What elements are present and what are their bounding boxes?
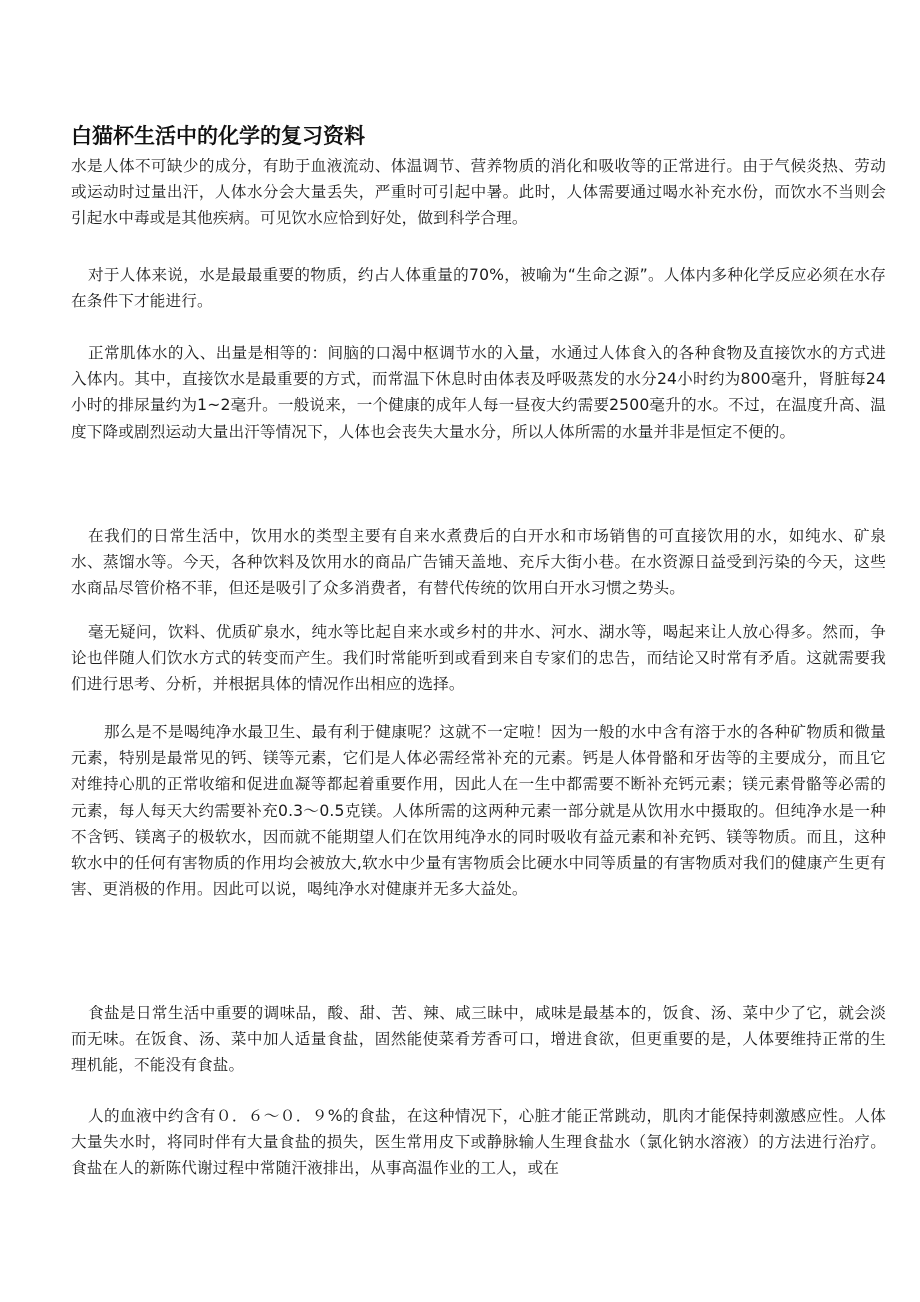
paragraph-salt-in-blood: 人的血液中约含有０．６～０．９%的食盐，在这种情况下，心脏才能正常跳动，肌肉才能保持刺激感应性。人体大量失水时，将同时伴有大量食盐的损失，医生常用皮下或静脉输人生理食盐水（氯化钠水溶液）的方法进行治疗。食盐在人的新陈代谢过程中常随汗液排出，从事高温作业的工人，或在: [71, 1107, 886, 1178]
paragraph-water-balance: 正常肌体水的入、出量是相等的：间脑的口渴中枢调节水的入量，水通过人体食入的各种食物及直接饮水的方式进入体内。其中，直接饮水是最重要的方式，而常温下休息时由体表及呼吸蒸发的水分24小时约为800毫升，肾脏每24小时的排尿量约为1~2毫升。一般说来，一个健康的成年人每一昼夜大约需要2500毫升的水。不过，在温度升高、温度下降或剧烈运动大量出汗等情况下，人体也会丧失大量水分，所以人体所需的水量并非是恒定不便的。: [71, 344, 886, 441]
paragraph-drinking-water-types: 在我们的日常生活中，饮用水的类型主要有自来水煮费后的白开水和市场销售的可直接饮用的水，如纯水、矿泉水、蒸馏水等。今天，各种饮料及饮用水的商品广告铺天盖地、充斥大街小巷。在水资源日益受到污染的今天，这些水商品尽管价格不菲，但还是吸引了众多消费者，有替代传统的饮用白开水习惯之势头。: [71, 527, 886, 598]
paragraph-pure-water: 那么是不是喝纯净水最卫生、最有利于健康呢？这就不一定啦！因为一般的水中含有溶于水的各种矿物质和微量元素，特别是最常见的钙、镁等元素，它们是人体必需经常补充的元素。钙是人体骨骼和牙齿等的主要成分，而且它对维持心肌的正常收缩和促进血凝等都起着重要作用，因此人在一生中都需要不断补充钙元素；镁元素骨骼等必需的元素，每人每天大约需要补充0.3～0.5克镁。人体所需的这两种元素一部分就是从饮用水中摄取的。但纯净水是一种不含钙、镁离子的极软水，因而就不能期望人们在饮用纯净水的同时吸收有益元素和补充钙、镁等物质。而且，这种软水中的任何有害物质的作用均会被放大,软水中少量有害物质会比硬水中同等质量的有害物质对我们的健康产生更有害、更消极的作用。因此可以说，喝纯净水对健康并无多大益处。: [71, 723, 886, 899]
paragraph-water-source-of-life: 对于人体来说，水是最最重要的物质，约占人体重量的70%，被喻为“生命之源”。人体内多种化学反应必须在水存在条件下才能进行。: [71, 266, 886, 311]
paragraph-water-debate: 毫无疑问，饮料、优质矿泉水，纯水等比起自来水或乡村的井水、河水、湖水等，喝起来让人放心得多。然而，争论也伴随人们饮水方式的转变而产生。我们时常能听到或看到来自专家们的忠告，而结论又时常有矛盾。这就需要我们进行思考、分析，并根据具体的情况作出相应的选择。: [71, 623, 886, 694]
paragraph-table-salt: 食盐是日常生活中重要的调味品，酸、甜、苦、辣、咸三昧中，咸味是最基本的，饭食、汤、菜中少了它，就会淡而无味。在饭食、汤、菜中加人适量食盐，固然能使菜肴芳香可口，增进食欲，但更重要的是，人体要维持正常的生理机能，不能没有食盐。: [71, 1004, 886, 1075]
document-title: 白猫杯生活中的化学的复习资料: [71, 124, 365, 148]
paragraph-water-importance: 水是人体不可缺少的成分，有助于血液流动、体温调节、营养物质的消化和吸收等的正常进行。由于气候炎热、劳动或运动时过量出汗，人体水分会大量丢失，严重时可引起中暑。此时，人体需要通过喝水补充水份，而饮水不当则会引起水中毒或是其他疾病。可见饮水应恰到好处，做到科学合理。: [71, 157, 886, 228]
